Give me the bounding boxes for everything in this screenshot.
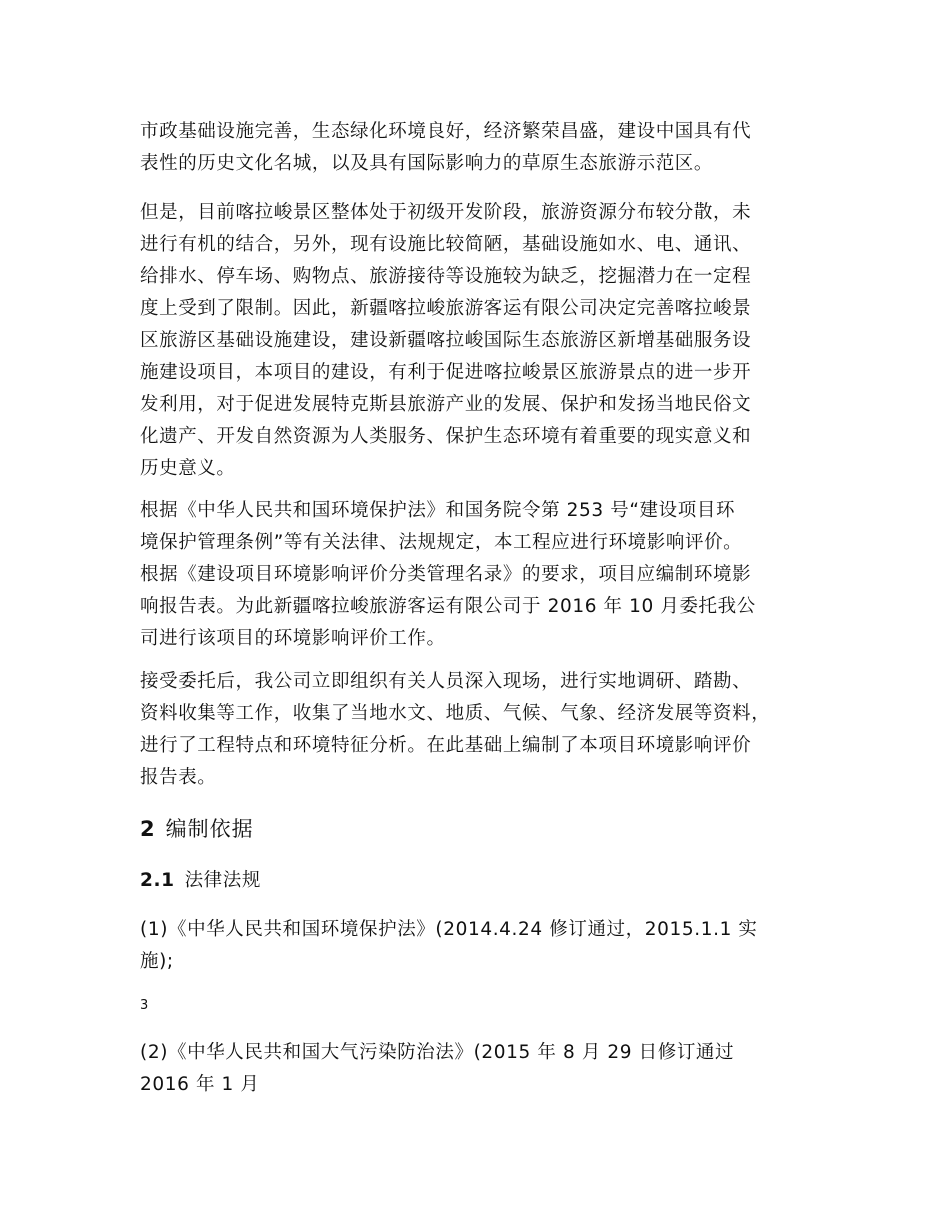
- text-line: 施建设项目，本项目的建设，有利于促进喀拉峻景区旅游景点的进一步开: [140, 362, 752, 383]
- paragraph-current-status: [140, 197, 820, 485]
- text-line: 度上受到了限制。因此，新疆喀拉峻旅游客运有限公司决定完善喀拉峻景: [140, 298, 752, 319]
- text-line: 表性的历史文化名城，以及具有国际影响力的草原生态旅游示范区。: [140, 153, 714, 174]
- text-line: 响报告表。为此新疆喀拉峻旅游客运有限公司于 2016 年 10 月委托我公: [140, 596, 756, 617]
- section-number: 2.1: [140, 870, 175, 891]
- law-item-1: [140, 914, 820, 978]
- text-line: 施);: [140, 951, 174, 972]
- section-title: 法律法规: [184, 870, 261, 891]
- paragraph-legal-basis: [140, 495, 820, 655]
- text-line: 进行有机的结合，另外，现有设施比较简陋，基础设施如水、电、通讯、: [140, 234, 752, 255]
- text-line: 根据《建设项目环境影响评价分类管理名录》的要求，项目应编制环境影: [140, 564, 752, 585]
- section-number: 2: [140, 817, 156, 841]
- text-line: 给排水、停车场、购物点、旅游接待等设施较为缺乏，挖掘潜力在一定程: [140, 266, 752, 287]
- section-title: 编制依据: [165, 817, 254, 841]
- text-line: (1)《中华人民共和国环境保护法》(2014.4.24 修订通过，2015.1.1 实: [140, 919, 758, 940]
- text-line: (2)《中华人民共和国大气污染防治法》(2015 年 8 月 29 日修订通过: [140, 1042, 735, 1063]
- text-line: 发利用，对于促进发展特克斯县旅游产业的发展、保护和发扬当地民俗文: [140, 394, 752, 415]
- text-line: 区旅游区基础设施建设，建设新疆喀拉峻国际生态旅游区新增基础服务设: [140, 330, 752, 351]
- section-heading-2-1: [140, 865, 261, 897]
- text-line: 化遗产、开发自然资源为人类服务、保护生态环境有着重要的现实意义和: [140, 426, 752, 447]
- text-line: 但是，目前喀拉峻景区整体处于初级开发阶段，旅游资源分布较分散，未: [140, 202, 752, 223]
- text-line: 司进行该项目的环境影响评价工作。: [140, 628, 446, 649]
- page-number: 3: [140, 998, 149, 1013]
- text-line: 资料收集等工作，收集了当地水文、地质、气候、气象、经济发展等资料，: [140, 703, 771, 724]
- law-item-2: [140, 1037, 820, 1101]
- text-line: 进行了工程特点和环境特征分析。在此基础上编制了本项目环境影响评价: [140, 735, 752, 756]
- text-line: 市政基础设施完善，生态绿化环境良好，经济繁荣昌盛，建设中国具有代: [140, 121, 752, 142]
- text-line: 历史意义。: [140, 458, 236, 479]
- text-line: 根据《中华人民共和国环境保护法》和国务院令第 253 号“建设项目环: [140, 500, 736, 521]
- text-line: 2016 年 1 月: [140, 1074, 260, 1095]
- text-line: 接受委托后，我公司立即组织有关人员深入现场，进行实地调研、踏勘、: [140, 671, 752, 692]
- paragraph-work-process: [140, 666, 820, 794]
- text-line: 报告表。: [140, 767, 217, 788]
- paragraph-intro-end: [140, 116, 820, 180]
- text-line: 境保护管理条例”等有关法律、法规规定，本工程应进行环境影响评价。: [140, 532, 743, 553]
- section-heading-2: [140, 813, 254, 845]
